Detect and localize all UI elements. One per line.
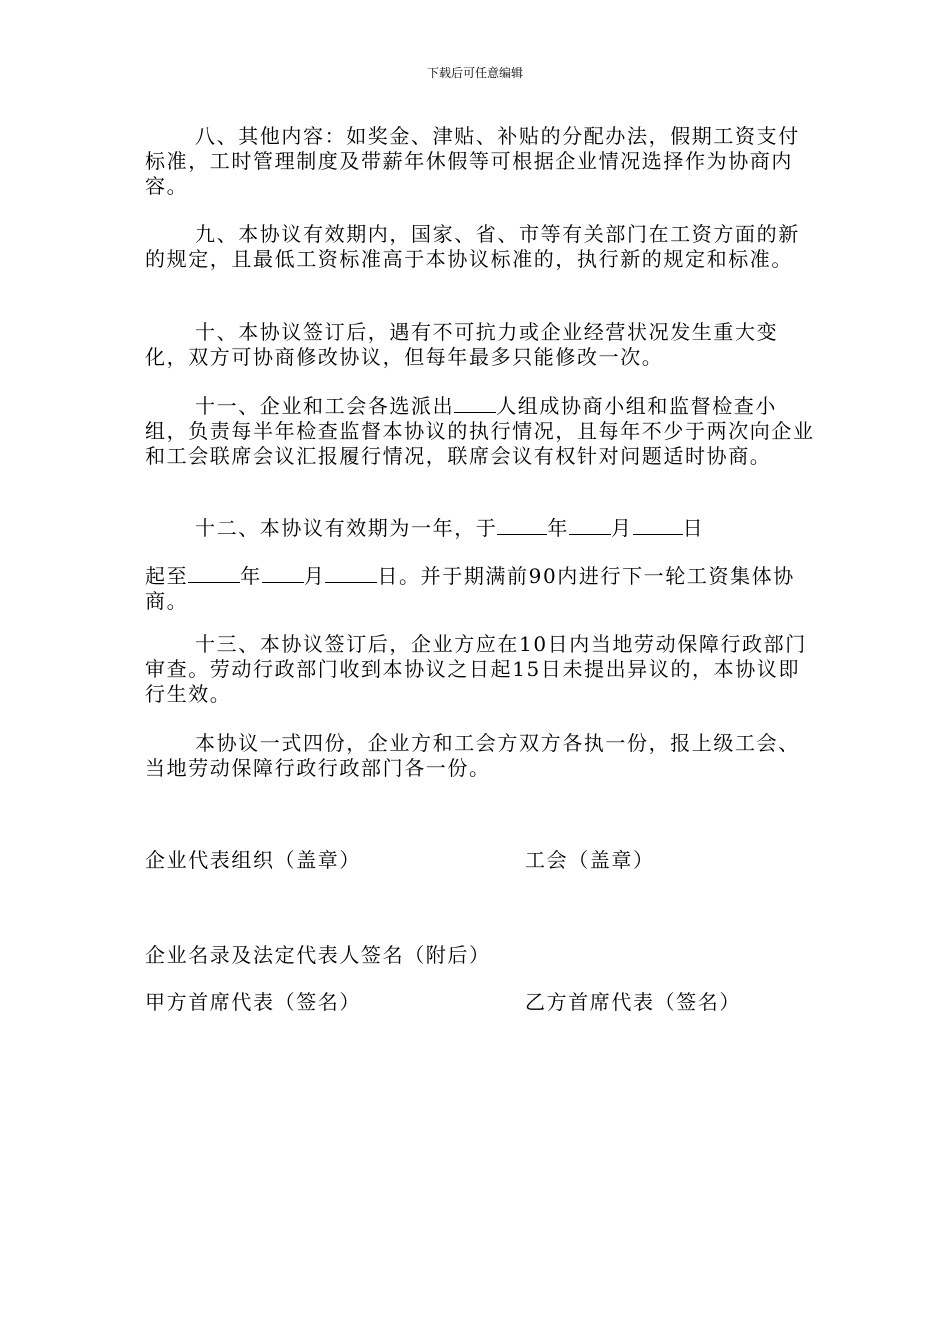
party-a-signature-label: 甲方首席代表（签名） [145, 990, 361, 1014]
start-day-label: 日 [682, 516, 705, 540]
count-blank [454, 393, 496, 413]
clause-11-part-1: 十一、企业和工会各选派出 [195, 394, 455, 418]
clause-9: 九、本协议有效期内，国家、省、市等有关部门在工资方面的新的规定，且最低工资标准高于本协议标准的，执行新的规定和标准。 [145, 222, 800, 271]
clause-11 [145, 393, 815, 469]
clause-13: 十三、本协议签订后，企业方应在10日内当地劳动保障行政部门审查。劳动行政部门收到本协议之日起15日未提出异议的，本协议即行生效。 [145, 632, 807, 706]
end-day-blank [325, 563, 377, 583]
end-month-label: 月 [303, 564, 326, 588]
end-year-label: 年 [240, 564, 262, 588]
enterprise-list-label: 企业名录及法定代表人签名（附后） [145, 943, 491, 967]
clause-12-from: 起至 [145, 564, 189, 588]
page-header-note: 下载后可任意编辑 [426, 66, 523, 80]
start-month-label: 月 [611, 516, 633, 540]
start-day-blank [633, 515, 683, 535]
copies-clause: 本协议一式四份，企业方和工会方双方各执一份，报上级工会、当地劳动保障行政行政部门各一份。 [145, 731, 800, 780]
end-day-label: 日 [377, 564, 400, 588]
clause-8: 八、其他内容：如奖金、津贴、补贴的分配办法，假期工资支付标准，工时管理制度及带薪年休假等可根据企业情况选择作为协商内容。 [145, 124, 800, 198]
end-month-blank [262, 563, 304, 583]
clause-10: 十、本协议签订后，遇有不可抗力或企业经营状况发生重大变化，双方可协商修改协议，但每年最多只能修改一次。 [145, 320, 779, 369]
party-b-signature-label: 乙方首席代表（签名） [525, 990, 741, 1014]
clause-11-part-2: 人组成协商小组和监督检查小组，负责每半年检查监督本协议的执行情况，且每年不少于两次向企业和工会联席会议汇报履行情况，联席会议有权针对问题适时协商。 [145, 394, 815, 468]
start-year-label: 年 [547, 516, 570, 540]
union-seal-label: 工会（盖章） [525, 848, 655, 872]
enterprise-org-seal-label: 企业代表组织（盖章） [145, 848, 361, 872]
end-year-blank [188, 563, 240, 583]
clause-12-end: 。并于期满前90内进行下一轮工资集体协商。 [145, 564, 795, 613]
clause-12-intro: 十二、本协议有效期为一年，于 [195, 516, 498, 540]
clause-12-line-2 [145, 563, 815, 614]
start-year-blank [497, 515, 547, 535]
start-month-blank [569, 515, 611, 535]
clause-12-line-1 [145, 515, 815, 541]
